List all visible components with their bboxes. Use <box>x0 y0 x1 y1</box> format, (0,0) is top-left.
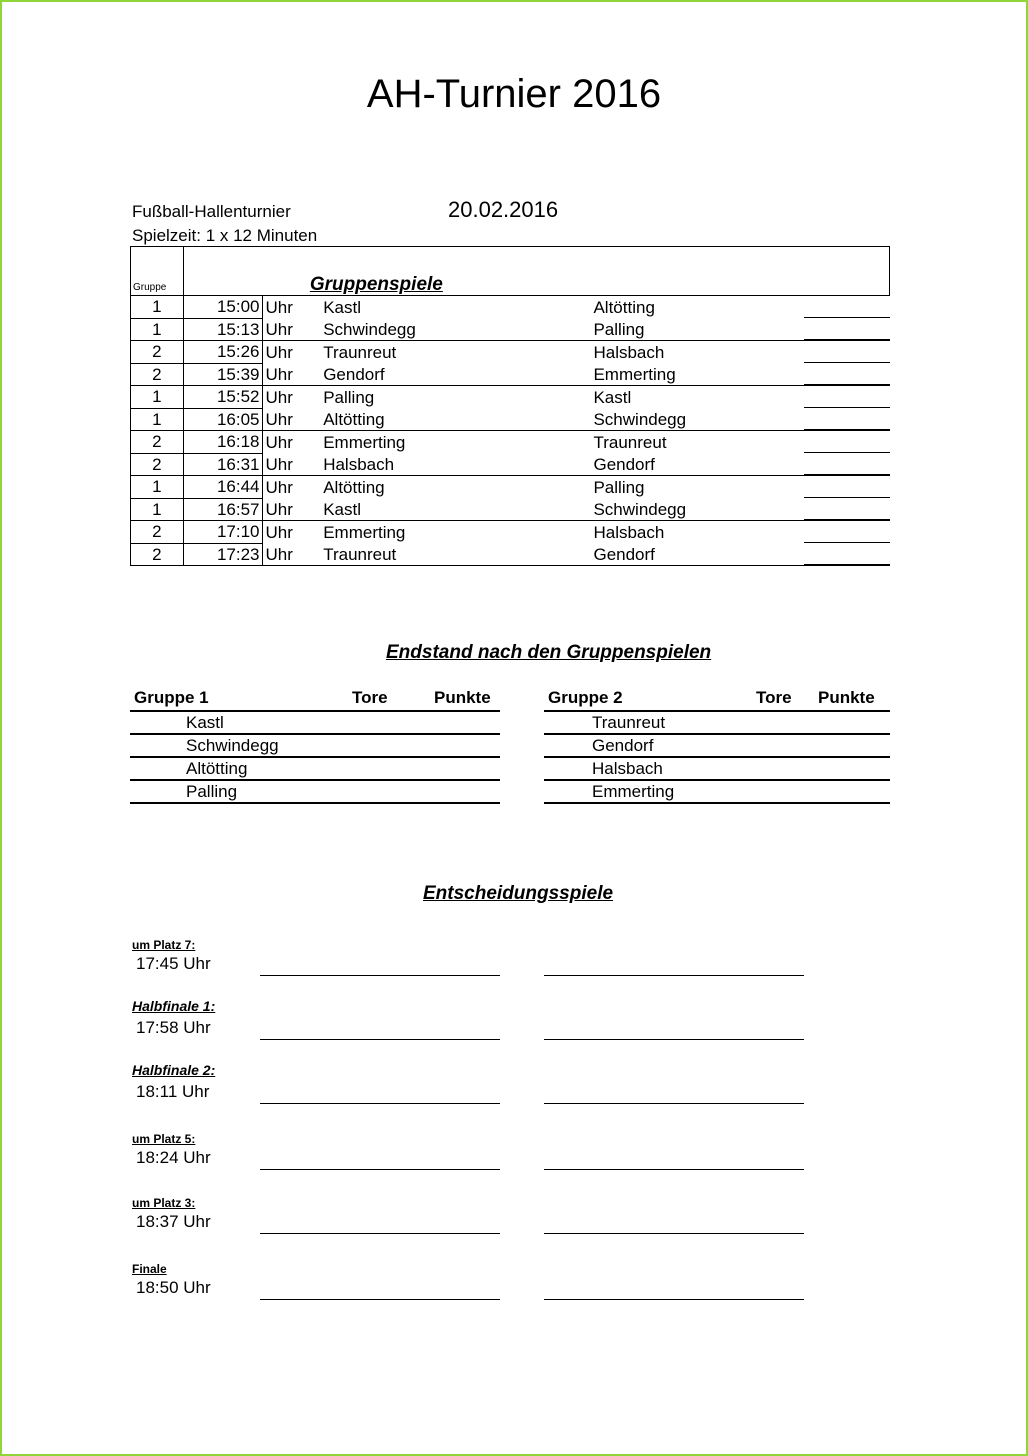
game-uhr: Uhr <box>265 342 293 362</box>
game-time: 17:10 <box>183 521 262 544</box>
group-game-row <box>131 318 890 341</box>
standings-row <box>544 712 890 735</box>
decision-game <box>132 1262 211 1298</box>
decision-team2-field[interactable] <box>544 975 804 976</box>
team-name: Halsbach <box>592 759 663 778</box>
game-result-field[interactable] <box>804 453 889 476</box>
standings-row <box>130 712 500 735</box>
decision-game <box>132 1132 211 1168</box>
decision-team2-field[interactable] <box>544 1299 804 1300</box>
game-gruppe: 2 <box>131 363 184 386</box>
group-games-title: Gruppenspiele <box>309 274 443 295</box>
decision-team1-field[interactable] <box>260 1103 500 1104</box>
game-uhr: Uhr <box>262 318 323 341</box>
game-home-team: Kastl <box>323 297 361 317</box>
standings-row <box>130 735 500 758</box>
group2-name: Gruppe 2 <box>548 688 623 707</box>
decision-team2-field[interactable] <box>544 1103 804 1104</box>
decision-team2-field[interactable] <box>544 1169 804 1170</box>
team-name: Gendorf <box>592 736 654 755</box>
game-result-field[interactable] <box>804 408 889 431</box>
game-away-team: Traunreut <box>593 432 667 452</box>
game-uhr: Uhr <box>265 432 293 452</box>
game-uhr: Uhr <box>262 408 323 431</box>
game-away-team: Gendorf <box>593 543 804 566</box>
game-home-team: Emmerting <box>323 522 406 542</box>
decision-game <box>132 938 211 974</box>
decision-game-label: Halbfinale 2: <box>132 1062 216 1078</box>
group-game-row <box>131 431 890 454</box>
game-away-team: Altötting <box>593 297 655 317</box>
decision-game-time: 17:45 Uhr <box>136 954 211 973</box>
game-gruppe: 1 <box>131 498 184 521</box>
game-away-team: Halsbach <box>593 522 665 542</box>
header-gruppe: Gruppe <box>131 247 184 296</box>
game-result-field[interactable] <box>804 521 889 544</box>
decision-game-label: um Platz 5: <box>132 1132 196 1146</box>
game-home-team: Kastl <box>323 498 593 521</box>
game-home-team: Schwindegg <box>323 318 593 341</box>
decision-team1-field[interactable] <box>260 1299 500 1300</box>
game-time: 15:26 <box>183 341 262 364</box>
decision-game-label: um Platz 3: <box>132 1196 196 1210</box>
group2-tore-header: Tore <box>756 688 792 707</box>
game-home-team: Traunreut <box>323 543 593 566</box>
group-game-row <box>131 476 890 499</box>
game-result-field[interactable] <box>804 431 889 454</box>
group-game-row <box>131 543 890 566</box>
team-name: Traunreut <box>592 713 666 732</box>
game-result-field[interactable] <box>804 341 889 364</box>
game-time: 15:39 <box>183 363 262 386</box>
game-time: 17:23 <box>183 543 262 566</box>
standings-row <box>544 758 890 781</box>
game-home-team: Gendorf <box>323 363 593 386</box>
decision-game <box>132 1062 215 1102</box>
team-name: Altötting <box>186 759 248 778</box>
game-time: 16:05 <box>183 408 262 431</box>
game-gruppe: 2 <box>131 431 184 454</box>
game-gruppe: 2 <box>131 453 184 476</box>
game-gruppe: 2 <box>131 341 184 364</box>
game-result-field[interactable] <box>804 543 889 566</box>
group-game-row <box>131 296 890 319</box>
group1-tore-header: Tore <box>352 688 388 707</box>
game-time: 15:00 <box>183 296 262 319</box>
group1-punkte-header: Punkte <box>434 688 491 707</box>
game-result-field[interactable] <box>804 498 889 521</box>
game-uhr: Uhr <box>262 543 323 566</box>
game-gruppe: 1 <box>131 408 184 431</box>
decision-team2-field[interactable] <box>544 1233 804 1234</box>
game-away-team: Palling <box>593 477 645 497</box>
game-uhr: Uhr <box>262 363 323 386</box>
subtitle: Fußball-Hallenturnier <box>132 202 291 221</box>
game-result-field[interactable] <box>804 363 889 386</box>
game-home-team: Halsbach <box>323 453 593 476</box>
game-uhr: Uhr <box>265 387 293 407</box>
game-time: 16:57 <box>183 498 262 521</box>
game-time: 16:31 <box>183 453 262 476</box>
game-uhr: Uhr <box>265 297 293 317</box>
group2-punkte-header: Punkte <box>818 688 875 707</box>
standings-title: Endstand nach den Gruppenspielen <box>386 642 712 663</box>
page-title: AH-Turnier 2016 <box>366 72 662 116</box>
game-gruppe: 1 <box>131 296 184 319</box>
group-game-row <box>131 408 890 431</box>
decision-game-time: 18:37 Uhr <box>136 1212 211 1231</box>
tournament-date: 20.02.2016 <box>448 197 559 222</box>
game-gruppe: 2 <box>131 543 184 566</box>
decision-game-time: 18:24 Uhr <box>136 1148 211 1167</box>
decision-game-label: Finale <box>132 1262 167 1276</box>
game-result-field[interactable] <box>804 296 889 319</box>
decision-team2-field[interactable] <box>544 1039 804 1040</box>
decision-game-time: 17:58 Uhr <box>136 1018 211 1037</box>
standings-row <box>130 758 500 781</box>
game-time: 15:52 <box>183 386 262 409</box>
group-game-row <box>131 521 890 544</box>
game-home-team: Palling <box>323 387 375 407</box>
game-uhr: Uhr <box>265 477 293 497</box>
game-away-team: Palling <box>593 318 804 341</box>
game-away-team: Gendorf <box>593 453 804 476</box>
game-home-team: Altötting <box>323 408 593 431</box>
game-home-team: Altötting <box>323 477 385 497</box>
game-result-field[interactable] <box>804 318 889 341</box>
match-duration: Spielzeit: 1 x 12 Minuten <box>132 226 318 245</box>
decision-game <box>132 998 215 1038</box>
game-uhr: Uhr <box>265 522 293 542</box>
game-away-team: Schwindegg <box>593 408 804 431</box>
decision-game-label: um Platz 7: <box>132 938 196 952</box>
decision-team1-field[interactable] <box>260 1233 500 1234</box>
decision-game <box>132 1196 211 1232</box>
group-game-row <box>131 453 890 476</box>
game-gruppe: 2 <box>131 521 184 544</box>
game-result-field[interactable] <box>804 386 889 409</box>
game-home-team: Traunreut <box>323 342 397 362</box>
decision-game-time: 18:50 Uhr <box>136 1278 211 1297</box>
group-games-header <box>131 247 890 296</box>
decision-game-time: 18:11 Uhr <box>136 1082 210 1101</box>
game-away-team: Emmerting <box>593 363 804 386</box>
game-time: 16:44 <box>183 476 262 499</box>
game-uhr: Uhr <box>262 453 323 476</box>
decision-team1-field[interactable] <box>260 1039 500 1040</box>
game-away-team: Schwindegg <box>593 498 804 521</box>
standings-row <box>130 781 500 804</box>
game-gruppe: 1 <box>131 318 184 341</box>
game-uhr: Uhr <box>262 498 323 521</box>
standings-group2 <box>544 688 890 804</box>
group-game-row <box>131 341 890 364</box>
game-away-team: Halsbach <box>593 342 665 362</box>
group-game-row <box>131 498 890 521</box>
game-away-team: Kastl <box>593 387 632 407</box>
team-name: Kastl <box>186 713 224 732</box>
game-gruppe: 1 <box>131 386 184 409</box>
standings-row <box>544 735 890 758</box>
team-name: Palling <box>186 782 238 801</box>
team-name: Schwindegg <box>186 736 279 755</box>
standings-row <box>544 781 890 804</box>
group-game-row <box>131 386 890 409</box>
decision-team1-field[interactable] <box>260 975 500 976</box>
game-gruppe: 1 <box>131 476 184 499</box>
game-time: 15:13 <box>183 318 262 341</box>
game-result-field[interactable] <box>804 476 889 499</box>
decision-team1-field[interactable] <box>260 1169 500 1170</box>
game-time: 16:18 <box>183 431 262 454</box>
decision-game-label: Halbfinale 1: <box>132 998 216 1014</box>
decision-title: Entscheidungsspiele <box>423 883 614 904</box>
game-home-team: Emmerting <box>323 432 406 452</box>
standings-group1 <box>130 688 500 804</box>
team-name: Emmerting <box>592 782 675 801</box>
group-game-row <box>131 363 890 386</box>
group1-name: Gruppe 1 <box>134 688 209 707</box>
group-games-table <box>130 246 890 566</box>
